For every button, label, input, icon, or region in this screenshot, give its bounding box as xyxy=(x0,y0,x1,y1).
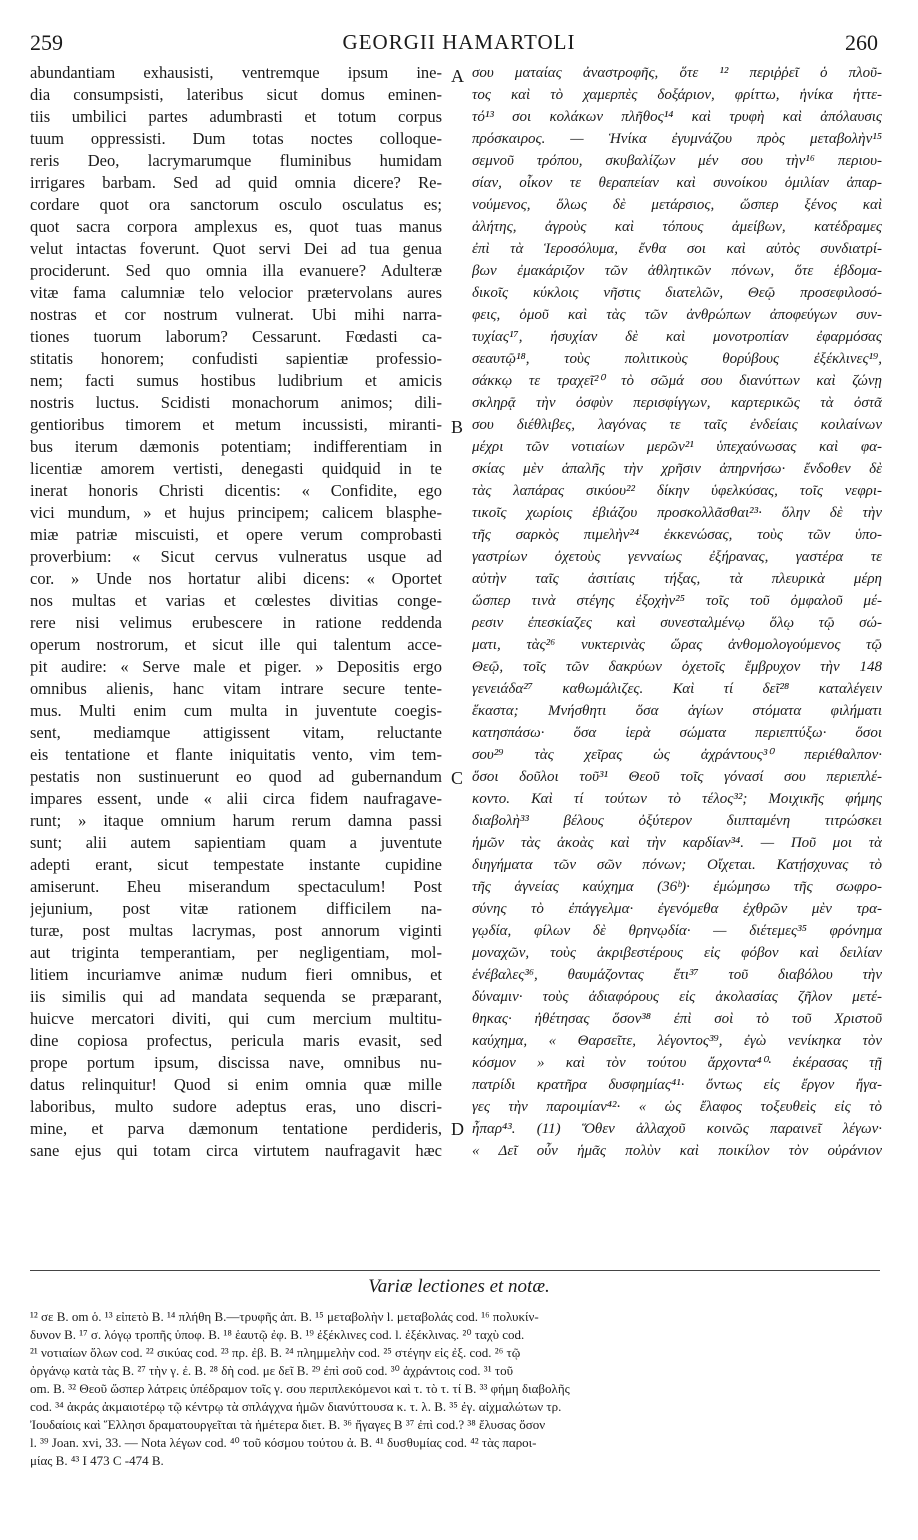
greek-text-line: διηγήματα τῶν σῶν πόνων; Οἴχεται. Κατῄσχυνας τὸ xyxy=(472,857,882,873)
greek-text-line: ὅσοι δοῦλοι τοῦ³¹ Θεοῦ τοῖς γόνασί σου περιεπλέ- xyxy=(472,769,882,785)
latin-text-line: reris Deo, lacrymarumque fluminibus humidam xyxy=(30,151,442,170)
greek-text-line: σου²⁹ τὰς χεῖρας ὡς ἀχράντους³⁰ περιέθαλπον· xyxy=(472,747,882,763)
latin-text-line: iis similis qui ad mandata sequenda se præparant, xyxy=(30,987,442,1006)
footnote-line: om. B. ³² Θεοῦ ὥσπερ λάτρεις ὑπέδραμον τοῖς γ. σου περιπλεκόμενοι καὶ τ. τὸ τ. τί B. ³³ φήμη διαβολῆς xyxy=(30,1381,570,1396)
greek-text-line: θηκας· ἠθέτησας ὅσον³⁸ ἐπὶ σοὶ τὸ τοῦ Χριστοῦ xyxy=(472,1011,882,1027)
latin-text-line: amiserunt. Eheu miserandum spectaculum! Post xyxy=(30,877,442,896)
greek-text-line: γενειάδα²⁷ καθωμάλιζες. Καὶ τί δεῖ²⁸ καταλέγειν xyxy=(472,681,882,697)
greek-text-line: ἐπὶ τὰ Ἱεροσόλυμα, ἔνθα σοι καὶ αὐτὸς συνδιατρί- xyxy=(472,241,882,257)
greek-text-line: δικοῖς κύκλοις νῆστις διατελῶν, Θεῷ προσεφιλοσό- xyxy=(472,285,882,301)
latin-text-line: nem; facti sumus hostibus ludibrium et amicis xyxy=(30,371,442,390)
latin-text-line: operum nostrorum, et sicut ille qui talentum acce- xyxy=(30,635,442,654)
footnote-line: ²¹ νοτιαίων ὅλων cod. ²² σικύας cod. ²³ πρ. ἐβ. B. ²⁴ πλημμελὴν cod. ²⁵ στέγην εἰς ἐξ. cod. ²⁶ τῷ xyxy=(30,1345,521,1360)
latin-text-line: cordare quot ora sanctorum osculo osculatus es; xyxy=(30,195,442,214)
footnote-line: ὀργάνῳ κατὰ τὰς B. ²⁷ τὴν γ. ἐ. B. ²⁸ δὴ cod. με δεῖ B. ²⁹ ἐπὶ σοῦ cod. ³⁰ ἀχράντοις cod. ³¹ τοῦ xyxy=(30,1363,513,1378)
margin-marker-c: C xyxy=(451,768,464,788)
greek-text-line: μέχρι τῶν νοτιαίων μερῶν²¹ ὑπεχαύνωσας καὶ φα- xyxy=(472,439,882,455)
greek-text-line: γῳδία, φίλων δὲ θρηνῳδία· — διέτεμες³⁵ φρόνημα xyxy=(472,923,882,939)
greek-text-line: σεμνοῦ τρόπου, σκυβαλίζων μέν σου τὴν¹⁶ περιου- xyxy=(472,153,882,169)
latin-text-line: tiis umbilici partes adumbrasti et totum corpus xyxy=(30,107,442,126)
greek-text-line: σεαυτῷ¹⁸, τοὺς πολιτικοὺς θορύβους ἐξέκλινες¹⁹, xyxy=(472,351,882,367)
latin-text-line: eis tentatione et flante iniquitatis vento, vim tem- xyxy=(30,745,442,764)
latin-text-line: abundantiam exhausisti, ventremque ipsum ine- xyxy=(30,63,442,82)
greek-text-line: βων ἐμακάριζον τῶν ἀθλητικῶν πόνων, ὅτε ἑβδομα- xyxy=(472,263,882,279)
latin-text-line: impares essent, unde « alii circa fidem naufragave- xyxy=(30,789,442,808)
greek-text-line: σου ματαίας ἀναστροφῆς, ὅτε ¹² περιῤῥεῖ ὁ πλοῦ- xyxy=(472,65,882,81)
latin-text-line: rere nisi velimus erubescere in ratione reddenda xyxy=(30,613,442,632)
latin-text-line: vitæ fama calumniæ telo velocior prætervolans aures xyxy=(30,283,442,302)
margin-marker-d: D xyxy=(451,1119,464,1139)
latin-text-line: licentiæ amorem vertisti, denegasti quidquid in te xyxy=(30,459,442,478)
footnote-line: cod. ³⁴ ἀκράς ἀκμαιοτέρῳ τῷ κέντρῳ τὰ σπλάγχνα ἡμῶν διανύττουσα κ. τ. λ. B. ³⁵ ἐγ. αἰχμαλώτων τρ. xyxy=(30,1399,562,1414)
greek-text-line: καύχημα, « Θαρσεῖτε, λέγοντος³⁹, ἐγὼ νενίκηκα τὸν xyxy=(472,1033,882,1049)
latin-text-line: mus. Multi enim cum multa in juventute coegis- xyxy=(30,701,442,720)
notes-divider xyxy=(30,1270,880,1271)
latin-text-line: jejunium, post vitæ rationem difficilem na- xyxy=(30,899,442,918)
greek-text-line: πρόσκαιρος. — Ἡνίκα ἐγυμνάζου πρὸς μεταβολὴν¹⁵ xyxy=(472,131,882,147)
latin-text-line: datus relinquitur! Quod si enim omnia quæ mille xyxy=(30,1075,442,1094)
greek-text-line: ἧπαρ⁴³. (11) Ὅθεν ἀλλαχοῦ κοινῶς παραινεῖ λέγων· xyxy=(472,1121,882,1137)
greek-text-line: ματι, τὰς²⁶ νυκτερινὰς ὥρας ἀνθομολογούμενος τῷ xyxy=(472,637,882,653)
latin-text-line: cor. » Unde nos hortatur alibi dicens: « Oportet xyxy=(30,569,442,588)
latin-column xyxy=(30,62,442,1270)
footnote-line: δυνον B. ¹⁷ σ. λόγῳ τροπῆς ὑποφ. B. ¹⁸ ἑαυτῷ ἐφ. B. ¹⁹ ἐξέκλινες cod. l. ἐξέκλινας. ²⁰ ταχὺ cod. xyxy=(30,1327,525,1342)
greek-text-line: μοναχῶν, τοὺς ἀκριβεστέρους εἰς φόβον καὶ δειλίαν xyxy=(472,945,882,961)
latin-text-line: runt; » itaque omnium harum rerum damna passi xyxy=(30,811,442,830)
greek-text-line: ἡμῶν τὰς ἀκοὰς καὶ τὴν καρδίαν³⁴. — Ποῦ μοι τὰ xyxy=(472,835,882,851)
latin-text-line: sane ejus qui totam circa virtutem naufragavit hæc xyxy=(30,1141,442,1160)
greek-text-line: τῆς ἁγνείας καύχημα (36ᵇ)· ἐμώμησω τῆς σωφρο- xyxy=(472,879,882,895)
latin-text-line: nostris luctus. Scidisti monachorum animos; dili- xyxy=(30,393,442,412)
latin-text-line: mine, et parva dæmonum tentatione perdideris, xyxy=(30,1119,442,1138)
greek-text-line: ὥσπερ τινὰ στέγης ἐξοχὴν²⁵ τοῖς τοῦ ὀμφαλοῦ μέ- xyxy=(472,593,882,609)
latin-text-line: vici mundum, » et hujus principem; calicem blasphe- xyxy=(30,503,442,522)
greek-text-line: κατησπάσω· ὅσα ἱερὰ σώματα περιεπτύξω· ὅσοι xyxy=(472,725,882,741)
greek-text-line: σύνης τὸ ἐπάγγελμα· ἐγενόμεθα ἐχθρῶν μὲν τρα- xyxy=(472,901,882,917)
footnote-line: μίας B. ⁴³ I 473 C -474 B. xyxy=(30,1453,164,1468)
greek-text-line: σου διέθλιβες, λαγόνας τε ταῖς ἐνδείαις κοιλαίνων xyxy=(472,417,882,433)
footnotes xyxy=(30,1308,880,1470)
latin-text-line: turæ, post multas lacrymas, post annorum viginti xyxy=(30,921,442,940)
latin-text-line: pestatis non sustinuerunt eo quod ad gubernandum xyxy=(30,767,442,786)
latin-text-line: velut intactas foverunt. Quot servi Dei ad tua genua xyxy=(30,239,442,258)
latin-text-line: tiones tuorum laborum? Cessarunt. Fœdasti ca- xyxy=(30,327,442,346)
latin-text-line: dine copiosa profectus, pericula maris evasit, sed xyxy=(30,1031,442,1050)
greek-text-line: τὰς λαπάρας σικύου²² δίκην ὑφελκύσας, τοῖς νεφρι- xyxy=(472,483,882,499)
footnote-line: Ἰουδαίοις καὶ Ἕλλησι δραματουργεῖται τὰ ἡμέτερα διετ. B. ³⁶ ἤγαγες B ³⁷ ἐπὶ cod.? ³⁸ ἔλυσας ὅσον xyxy=(30,1417,546,1432)
greek-text-line: τος καὶ τὸ χαμερπὲς δοξάριον, φρίττω, ἡνίκα ἡττε- xyxy=(472,87,882,103)
greek-text-line: νούμενος, ὅλως δὲ μετάρσιος, ὥσπερ ξένος καὶ xyxy=(472,197,882,213)
margin-marker-b: B xyxy=(451,417,464,437)
latin-text-line: bus iterum dæmonis potentiam; indifferentiam in xyxy=(30,437,442,456)
latin-text-line: gentioribus timorem et metum incussisti, miranti- xyxy=(30,415,442,434)
latin-text-line: stitatis honorem; confudisti sapientiæ professio- xyxy=(30,349,442,368)
latin-text-line: nostras et cor nostrum vulnerat. Ubi mihi narra- xyxy=(30,305,442,324)
greek-text-line: τικοῖς χωρίοις ἐβιάζου προσκολλᾶσθαι²³· ὅλην δὲ τὴν xyxy=(472,505,882,521)
greek-text-line: γες τὴν παροιμίαν⁴²· « ὡς ἔλαφος τοξευθεὶς εἰς τὸ xyxy=(472,1099,882,1115)
latin-text-line: nos multas et varias et cœlestes divitias conge- xyxy=(30,591,442,610)
greek-text-line: « Δεῖ οὖν ἡμᾶς πολὺν καὶ ποικίλον τὸν οὐράνιον xyxy=(472,1143,882,1159)
greek-text-line: τῆς σαρκὸς πιμελὴν²⁴ ἐκκενώσας, τοὺς τῶν ὑπο- xyxy=(472,527,882,543)
latin-text-line: prope portum ipsum, discissa nave, omnibus nu- xyxy=(30,1053,442,1072)
greek-text-line: γαστρίων ὀχετοὺς γενναίως ἐξήρανας, γαστέρα τε xyxy=(472,549,882,565)
greek-text-line: ἐνέβαλες³⁶, θαυμάζοντας ἔτι³⁷ τοῦ διαβόλου τὴν xyxy=(472,967,882,983)
latin-text-line: pit audire: « Serve male et piger. » Depositis ergo xyxy=(30,657,442,676)
greek-text-line: σίαν, οἶκον τε θεραπείαν καὶ συνοίκου ὁμιλίαν ἀπαρ- xyxy=(472,175,882,191)
greek-column xyxy=(472,62,882,1270)
page-number-left: 259 xyxy=(30,30,63,55)
notes-heading: Variæ lectiones et notæ. xyxy=(368,1276,550,1297)
footnote-line: l. ³⁹ Joan. xvi, 33. — Nota λέγων cod. ⁴⁰ τοῦ κόσμου τούτου ἀ. B. ⁴¹ δυσθυμίας cod. ⁴² τὰς παροι- xyxy=(30,1435,537,1450)
latin-text-line: omnibus alienis, hanc vitam intrare secure tente- xyxy=(30,679,442,698)
latin-text-line: irrigares barbam. Sed ad quid omnia dicere? Re- xyxy=(30,173,442,192)
greek-text-line: τό¹³ σοι κολάκων πλῆθος¹⁴ καὶ τρυφὴ καὶ ἀπόλαυσις xyxy=(472,109,882,125)
greek-text-line: Θεῷ, τοῖς τῶν δακρύων ὀχετοῖς ἔμβρυχον τὴν 148 xyxy=(472,659,882,675)
running-title: GEORGII HAMARTOLI xyxy=(342,30,576,54)
greek-text-line: κόσμον » καὶ τὸν τούτου ἄρχοντα⁴⁰· ἐκέρασας τῇ xyxy=(472,1055,882,1071)
latin-text-line: quot sacra corpora amplexus es, quot tuas manus xyxy=(30,217,442,236)
greek-text-line: δύναμιν· τοὺς ἀδιαφόρους εἰς ἀκολασίας ζῆλον μετέ- xyxy=(472,989,882,1005)
page-number-right: 260 xyxy=(845,30,878,55)
greek-text-line: σάκκῳ τε τραχεῖ²⁰ τὸ σῶμά σου διανύττων καὶ ζώνῃ xyxy=(472,373,882,389)
greek-text-line: διαβολὴ³³ βέλους ὀξύτερον διιπταμένη τιτρώσκει xyxy=(472,813,882,829)
latin-text-line: litiem incuriamve animæ nudum fieri omnibus, et xyxy=(30,965,442,984)
footnote-line: ¹² σε B. om ὁ. ¹³ εἰπετὸ B. ¹⁴ πλήθη B.—τρυφῆς ἀπ. B. ¹⁵ μεταβολὴν l. μεταβολάς cod. ¹⁶ πολυκίν- xyxy=(30,1309,539,1324)
margin-marker-a: A xyxy=(451,66,464,86)
latin-text-line: huicve mercatori diviti, qui cum mercium multitu- xyxy=(30,1009,442,1028)
latin-text-line: sunt; alii autem sapientiam quam a juventute xyxy=(30,833,442,852)
latin-text-line: laboribus, multo sudore adeptus eras, uno discri- xyxy=(30,1097,442,1116)
greek-text-line: πατρίδι κρατῆρα δυσφημίας⁴¹· ὄντως εἰς ἔργον ἤγα- xyxy=(472,1077,882,1093)
running-header xyxy=(0,30,918,60)
greek-text-line: ἀλήτης, ἀγροὺς καὶ τόπους ἀμείβων, κατέδραμες xyxy=(472,219,882,235)
greek-text-line: αὐτὴν ταῖς ἀσιτίαις τήξας, τὰ πλευρικὰ μέρη xyxy=(472,571,882,587)
greek-text-line: σκίας μὲν ἁπαλῆς τὴν χρῆσιν ἀπηρνήσω· ἔνδοθεν δὲ xyxy=(472,461,882,477)
latin-text-line: aut triginta temperantiam, per negligentiam, mol- xyxy=(30,943,442,962)
greek-text-line: τυχίας¹⁷, ἡσυχίαν δὲ καὶ μονοτροπίαν ἐφαρμόσας xyxy=(472,329,882,345)
latin-text-line: miæ patriæ miscuisti, et opere verum comprobasti xyxy=(30,525,442,544)
greek-text-line: σκληρᾷ τὴν ὀσφὺν περισφίγγων, καρτερικῶς τὰ ὀστᾶ xyxy=(472,395,882,411)
greek-text-line: φεις, ὁμοῦ καὶ τὰς τῶν ἀνθρώπων ἀποφεύγων συν- xyxy=(472,307,882,323)
greek-text-line: κοντο. Καὶ τί τούτων τὸ τέλος³²; Μοιχικῆς φήμης xyxy=(472,791,882,807)
latin-text-line: inerat honoris Christi dicentis: « Confidite, ego xyxy=(30,481,442,500)
latin-text-line: adepti erant, sicut tempestate instante cupidine xyxy=(30,855,442,874)
latin-text-line: dia consumpsisti, lateribus sicut domus eminen- xyxy=(30,85,442,104)
latin-text-line: prociderunt. Sed quo omnia illa evanuere? Adulteræ xyxy=(30,261,442,280)
latin-text-line: proverbium: « Sicut cervus vulneratus usque ad xyxy=(30,547,442,566)
greek-text-line: ρεσιν ἐπεσκίαζες καὶ συνεσταλμένῳ ὅλῳ τῷ σώ- xyxy=(472,615,882,631)
latin-text-line: sent, mediamque attigissent vitam, reluctante xyxy=(30,723,442,742)
greek-text-line: ἕκαστα; Μνήσθητι ὅσα ἁγίων στόματα φιλήματι xyxy=(472,703,882,719)
latin-text-line: tuum oppressisti. Dum totas noctes colloque- xyxy=(30,129,442,148)
